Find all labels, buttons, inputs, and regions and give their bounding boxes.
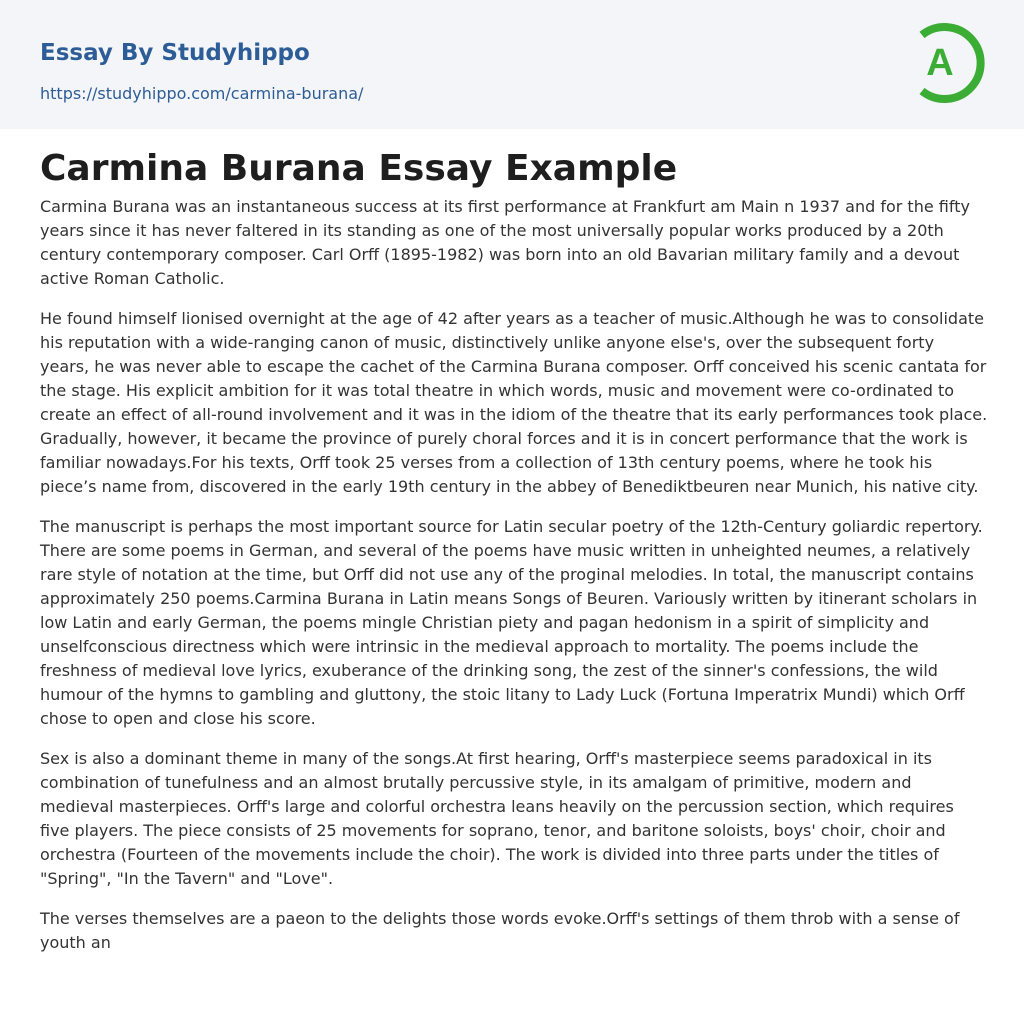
source-url-link[interactable]: https://studyhippo.com/carmina-burana/ [40, 84, 364, 103]
essay-paragraph: Carmina Burana was an instantaneous success at its first performance at Frankfurt am Main n 1937 and for the fifty years since it has never faltered in its standing as one of the most universally popular works produced by a 20th century contemporary composer. Carl Orff (1895-1982) was born into an old Bavarian military family and a devout active Roman Catholic. [40, 197, 970, 288]
logo-graphic [908, 16, 988, 108]
logo-letter: A [926, 42, 954, 84]
letter-a-ring-logo-icon [908, 16, 988, 108]
essay-paragraph: Sex is also a dominant theme in many of the songs.At first hearing, Orff's masterpiece seems paradoxical in its combination of tunefulness and an almost brutally percussive style, in its amalgam of primitive, modern and medieval masterpieces. Orff's large and colorful orchestra leans heavily on the percussion section, which requires five players. The piece consists of 25 movements for soprano, tenor, and baritone soloists, boys' choir, choir and orchestra (Fourteen of the movements include the choir). The work is divided into three parts under the titles of "Spring", "In the Tavern" and "Love". [40, 749, 954, 888]
essay-paragraph: He found himself lionised overnight at the age of 42 after years as a teacher of music.Although he was to consolidate his reputation with a wide-ranging canon of music, distinctively unlike anyone else's, over the subsequent forty years, he was never able to escape the cachet of the Carmina Burana composer. Orff conceived his scenic cantata for the stage. His explicit ambition for it was total theatre in which words, music and movement were co-ordinated to create an effect of all-round involvement and it was in the idiom of the theatre that its early performances took place. Gradually, however, it became the province of purely choral forces and it is in concert performance that the work is familiar nowadays.For his texts, Orff took 25 verses from a collection of 13th century poems, where he took his piece’s name from, discovered in the early 19th century in the abbey of Benediktbeuren near Munich, his native city. [40, 309, 988, 496]
essay-paragraph: The manuscript is perhaps the most important source for Latin secular poetry of the 12th-Century goliardic repertory. There are some poems in German, and several of the poems have music written in unheighted neumes, a relatively rare style of notation at the time, but Orff did not use any of the proginal melodies. In total, the manuscript contains approximately 250 poems.Carmina Burana in Latin means Songs of Beuren. Variously written by itinerant scholars in low Latin and early German, the poems mingle Christian piety and pagan hedonism in a spirit of simplicity and unselfconscious directness which were intrinsic in the medieval approach to mortality. The poems include the freshness of medieval love lyrics, exuberance of the drinking song, the zest of the sinner's confessions, the wild humour of the hymns to gambling and gluttony, the stoic litany to Lady Luck (Fortuna Imperatrix Mundi) which Orff chose to open and close his score. [40, 517, 983, 728]
brand-title[interactable]: Essay By Studyhippo [40, 40, 310, 66]
page-title: Carmina Burana Essay Example [40, 148, 678, 189]
essay-content [40, 195, 988, 971]
essay-paragraph: The verses themselves are a paeon to the delights those words evoke.Orff's settings of them throb with a sense of youth an [40, 909, 960, 952]
